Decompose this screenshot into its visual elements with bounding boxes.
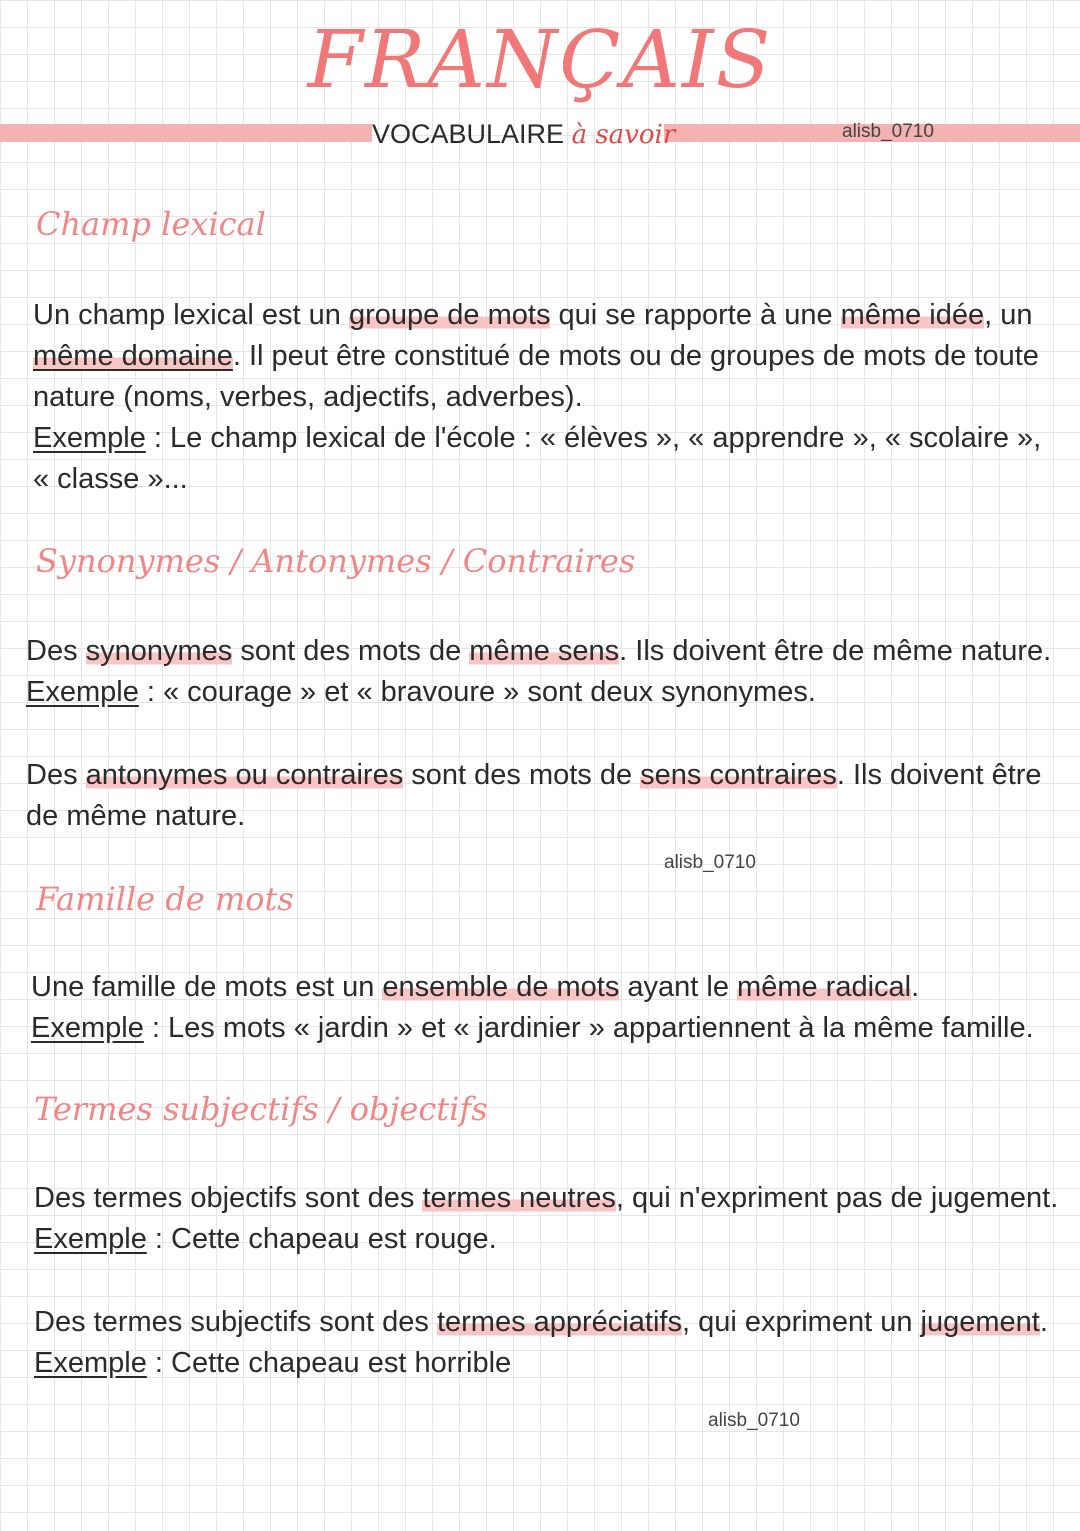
subtitle-main: VOCABULAIRE bbox=[372, 119, 565, 149]
example-line: Exemple : « courage » et « bravoure » sont deux synonymes. bbox=[26, 676, 816, 708]
watermark: alisb_0710 bbox=[708, 1410, 800, 1431]
paragraph-synonymes bbox=[26, 631, 1066, 713]
example-label: Exemple bbox=[26, 676, 139, 708]
text-line: « classe »... bbox=[33, 463, 188, 495]
highlight: même idée bbox=[840, 299, 985, 331]
heading-termes: Termes subjectifs / objectifs bbox=[34, 1090, 488, 1128]
highlight: même domaine bbox=[33, 340, 233, 372]
highlight: même sens bbox=[469, 635, 620, 667]
page-subtitle bbox=[372, 116, 676, 153]
example-line: Exemple : Cette chapeau est horrible bbox=[34, 1347, 512, 1379]
highlight: ensemble de mots bbox=[382, 971, 620, 1003]
heading-famille-de-mots: Famille de mots bbox=[36, 880, 294, 918]
example-label: Exemple bbox=[34, 1347, 147, 1379]
page-title: FRANÇAIS bbox=[307, 13, 773, 106]
text-line: Un champ lexical est un groupe de mots qui se rapporte à une même idée, un bbox=[33, 299, 1033, 331]
highlight: termes neutres bbox=[422, 1182, 616, 1214]
highlight: synonymes bbox=[85, 635, 233, 667]
text-line: nature (noms, verbes, adjectifs, adverbes). bbox=[33, 381, 583, 413]
highlight: sens contraires bbox=[640, 759, 837, 791]
text-line: Des antonymes ou contraires sont des mots de sens contraires. Ils doivent être bbox=[26, 759, 1042, 791]
example-label: Exemple bbox=[33, 422, 146, 454]
text-line: Des termes objectifs sont des termes neutres, qui n'expriment pas de jugement. bbox=[34, 1182, 1059, 1214]
highlight: même radical bbox=[737, 971, 912, 1003]
heading-synonymes: Synonymes / Antonymes / Contraires bbox=[36, 542, 636, 580]
header-band-left bbox=[0, 124, 372, 142]
example-line: Exemple : Cette chapeau est rouge. bbox=[34, 1223, 497, 1255]
text-line: Des termes subjectifs sont des termes appréciatifs, qui expriment un jugement. bbox=[34, 1306, 1048, 1338]
paragraph-termes-objectifs bbox=[34, 1178, 1074, 1260]
text-line: de même nature. bbox=[26, 800, 246, 832]
highlight: jugement bbox=[920, 1306, 1040, 1338]
example-label: Exemple bbox=[34, 1223, 147, 1255]
paragraph-champ-lexical bbox=[33, 295, 1063, 500]
text-line: Une famille de mots est un ensemble de mots ayant le même radical. bbox=[31, 971, 920, 1003]
watermark: alisb_0710 bbox=[664, 852, 756, 873]
highlight: antonymes ou contraires bbox=[85, 759, 404, 791]
watermark: alisb_0710 bbox=[842, 121, 934, 142]
subtitle-accent: à savoir bbox=[571, 120, 676, 150]
highlight: termes appréciatifs bbox=[436, 1306, 682, 1338]
text-line: Des synonymes sont des mots de même sens. Ils doivent être de même nature. bbox=[26, 635, 1052, 667]
example-label: Exemple bbox=[31, 1012, 144, 1044]
heading-champ-lexical: Champ lexical bbox=[36, 205, 266, 243]
example-line: Exemple : Le champ lexical de l'école : « élèves », « apprendre », « scolaire », bbox=[33, 422, 1042, 454]
text-line: même domaine. Il peut être constitué de mots ou de groupes de mots de toute bbox=[33, 340, 1039, 372]
paragraph-antonymes bbox=[26, 755, 1066, 837]
paragraph-termes-subjectifs bbox=[34, 1302, 1074, 1384]
example-line: Exemple : Les mots « jardin » et « jardinier » appartiennent à la même famille. bbox=[31, 1012, 1034, 1044]
highlight: groupe de mots bbox=[348, 299, 551, 331]
paragraph-famille bbox=[31, 967, 1071, 1049]
